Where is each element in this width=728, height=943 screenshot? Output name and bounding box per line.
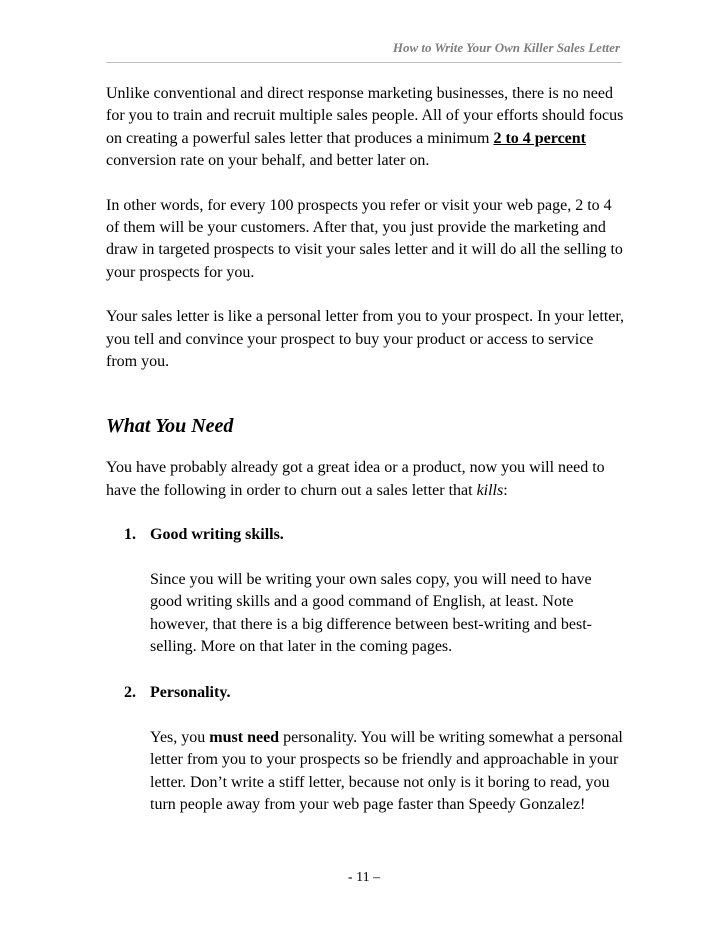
- paragraph-conversion-rate: [106, 83, 626, 173]
- conversion-rate-emphasis: 2 to 4 percent: [493, 129, 587, 147]
- list-item-number: 1.: [124, 526, 136, 544]
- requirements-list: [106, 524, 626, 816]
- must-need-emphasis: must need: [209, 728, 280, 746]
- list-item-description: [150, 569, 626, 659]
- paragraph-personal-letter: Your sales letter is like a personal letter from you to your prospect. In your letter, you tell and convince your prospect to buy your product or access to service from you.: [106, 308, 625, 371]
- list-item-title: Personality.: [150, 684, 231, 702]
- list-item-description: [150, 727, 626, 817]
- list-item-description-text: personality. You will be writing somewhat a personal letter from you to your prospects so be friendly and approachable in your letter. Don’t write a stiff letter, because not only is it boring to read, you turn people away from your web page faster than Speedy Gonzalez!: [150, 728, 623, 813]
- header-rule: [106, 62, 622, 63]
- section-heading-what-you-need: What You Need: [106, 415, 234, 438]
- list-item-description-text: Since you will be writing your own sales copy, you will need to have good writing skills and a good command of English, at least. Note however, that there is a big difference between best-writing and best-selling. More on that later in the coming pages.: [150, 570, 593, 655]
- list-item-title: Good writing skills.: [150, 526, 284, 544]
- section-intro-text: :: [503, 481, 508, 499]
- list-item-writing-skills: [106, 524, 626, 658]
- paragraph-text: conversion rate on your behalf, and better later on.: [106, 152, 430, 170]
- section-intro-text: You have probably already got a great idea or a product, now you will need to have the following in order to churn out a sales letter that: [106, 459, 605, 499]
- list-item-personality: [106, 682, 626, 816]
- section-intro: [106, 457, 626, 502]
- body-text: [106, 83, 626, 840]
- paragraph-prospects: In other words, for every 100 prospects you refer or visit your web page, 2 to 4 of them will be your customers. After that, you just provide the marketing and draw in targeted prospects to visit your sales letter and it will do all the selling to your prospects for you.: [106, 196, 623, 281]
- list-item-description-text: Yes, you: [150, 728, 210, 746]
- paragraph-text: Unlike conventional and direct response marketing businesses, there is no need for you to train and recruit multiple sales people. All of your efforts should focus on creating a powerful sales letter that produces a minimum: [106, 85, 624, 147]
- kills-emphasis: kills: [476, 481, 504, 499]
- page-number: - 11 –: [347, 870, 381, 885]
- list-item-number: 2.: [124, 684, 136, 702]
- running-header-title: How to Write Your Own Killer Sales Letter: [392, 40, 620, 55]
